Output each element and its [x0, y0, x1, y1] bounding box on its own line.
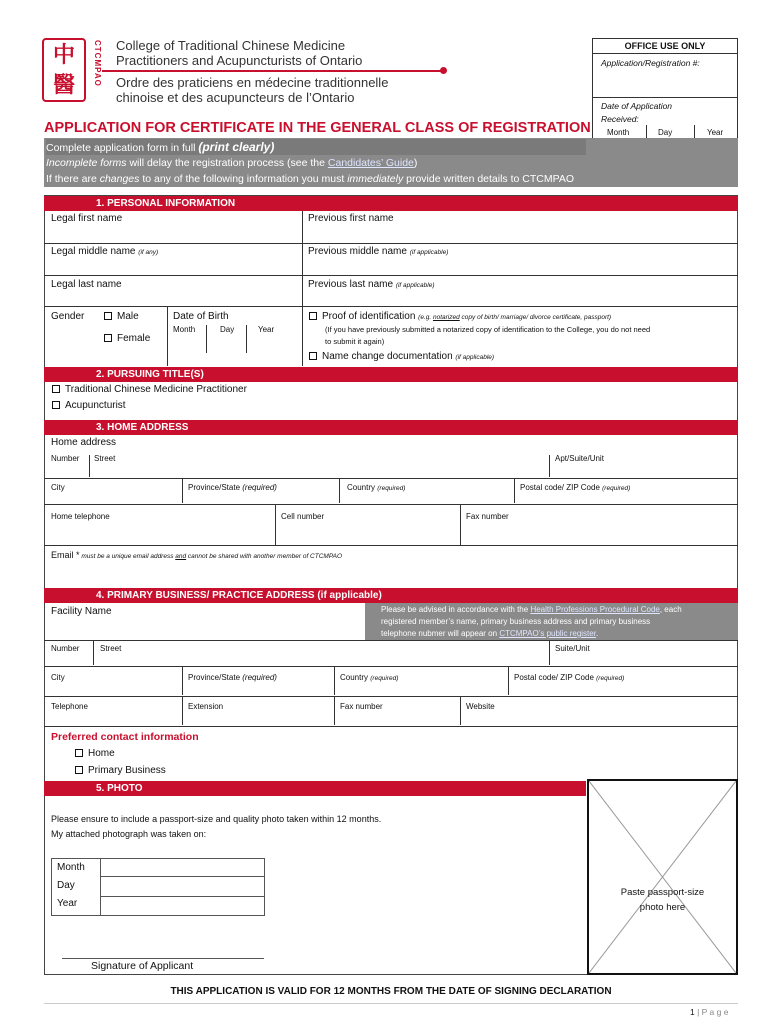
name-change-checkbox[interactable]: Name change documentation (if applicable): [309, 351, 494, 362]
notice-line3: If there are changes to any of the following information you must immediately provide written details to CTCMPAO: [46, 173, 574, 185]
procedural-code-link[interactable]: Health Professions Procedural Code: [530, 605, 660, 614]
home-city-field[interactable]: City: [51, 483, 65, 492]
home-address-label: Home address: [51, 437, 117, 448]
dob-year[interactable]: Year: [258, 325, 275, 334]
business-province-field[interactable]: Province/State (required): [188, 673, 277, 682]
checkbox-icon: [309, 352, 317, 360]
office-use-box: [592, 38, 738, 152]
section5-header: 5. PHOTO: [44, 781, 586, 796]
photo-paste-text-1: Paste passport-size: [620, 887, 705, 898]
legal-middle-name-field[interactable]: Legal middle name (if any): [51, 246, 159, 257]
photo-instruction: Please ensure to include a passport-size and quality photo taken within 12 months.: [51, 814, 382, 824]
business-fax-field[interactable]: Fax number: [340, 702, 383, 711]
checkbox-icon: [309, 312, 317, 320]
photo-month-input[interactable]: [100, 858, 265, 877]
logo-divider-dot: [440, 67, 447, 74]
logo: [42, 38, 422, 106]
preferred-home-checkbox[interactable]: Home: [75, 748, 115, 759]
form-title: APPLICATION FOR CERTIFICATE IN THE GENERAL CLASS OF REGISTRATION: [44, 120, 591, 136]
proof-note-2: to submit it again): [325, 337, 385, 346]
legal-last-name-field[interactable]: Legal last name: [51, 279, 122, 290]
signature-label: Signature of Applicant: [91, 960, 194, 972]
public-register-link[interactable]: CTCMPAO’s public register: [499, 629, 596, 638]
logo-en-line1: College of Traditional Chinese Medicine: [116, 38, 346, 53]
notice-line1: Complete application form in full (print clearly): [46, 140, 275, 154]
section3-header: 3. HOME ADDRESS: [44, 420, 738, 435]
page-number: 1 | P a g e: [690, 1007, 729, 1017]
previous-last-name-field[interactable]: Previous last name (if applicable): [308, 279, 435, 290]
logo-en-line2: Practitioners and Acupuncturists of Ontario: [116, 53, 363, 68]
checkbox-icon: [75, 766, 83, 774]
photo-year-label: Year: [57, 898, 78, 909]
gender-male-checkbox[interactable]: Male: [104, 311, 139, 322]
photo-placeholder-icon: [589, 781, 736, 973]
public-register-notice: Please be advised in accordance with the Health Professions Procedural Code, each registered member’s name, primary business address and primary business telephone nubmer will appear on CTCMPAO’s public register.: [365, 603, 738, 640]
business-country-field[interactable]: Country (required): [340, 673, 399, 682]
cell-number-field[interactable]: Cell number: [281, 512, 325, 521]
dob-label: Date of Birth: [173, 311, 229, 322]
office-app-reg: Application/Registration #:: [601, 58, 700, 68]
checkbox-icon: [75, 749, 83, 757]
section4-header: 4. PRIMARY BUSINESS/ PRACTICE ADDRESS (if applicable): [44, 588, 738, 603]
photo-day-input[interactable]: [100, 877, 265, 897]
title-acupuncturist-checkbox[interactable]: Acupuncturist: [52, 400, 126, 411]
business-city-field[interactable]: City: [51, 673, 65, 682]
candidates-guide-link[interactable]: Candidates’ Guide: [327, 157, 414, 169]
office-year: Year: [707, 128, 724, 137]
section2-header: 2. PURSUING TITLE(S): [44, 367, 738, 382]
home-country-field[interactable]: Country (required): [347, 483, 406, 492]
photo-year-input[interactable]: [100, 897, 265, 916]
business-suite-field[interactable]: Suite/Unit: [555, 644, 590, 653]
gender-female-checkbox[interactable]: Female: [104, 333, 150, 344]
business-extension-field[interactable]: Extension: [188, 702, 224, 711]
previous-middle-name-field[interactable]: Previous middle name (if applicable): [308, 246, 449, 257]
preferred-business-checkbox[interactable]: Primary Business: [75, 765, 166, 776]
home-number-field[interactable]: Number: [51, 454, 80, 463]
logo-seal: 中醫: [42, 38, 86, 102]
office-day: Day: [658, 128, 673, 137]
home-apt-field[interactable]: Apt/Suite/Unit: [555, 454, 604, 463]
home-telephone-field[interactable]: Home telephone: [51, 512, 110, 521]
checkbox-icon: [52, 385, 60, 393]
email-field[interactable]: Email * must be a unique email address and cannot be shared with another member of CTCMPAO: [51, 550, 343, 560]
business-website-field[interactable]: Website: [466, 702, 495, 711]
dob-day[interactable]: Day: [220, 325, 235, 334]
title-tcm-practitioner-checkbox[interactable]: Traditional Chinese Medicine Practitioner: [52, 384, 247, 395]
proof-id-checkbox[interactable]: Proof of identification (e.g. notarized copy of birth/ marriage/ divorce certificate, passport): [309, 311, 611, 322]
business-telephone-field[interactable]: Telephone: [51, 702, 88, 711]
section1-header: 1. PERSONAL INFORMATION: [44, 196, 738, 211]
preferred-contact-label: Preferred contact information: [51, 731, 199, 743]
photo-paste-box[interactable]: [587, 779, 738, 975]
legal-first-name-field[interactable]: Legal first name: [51, 213, 123, 224]
photo-day-label: Day: [57, 880, 75, 891]
checkbox-icon: [104, 334, 112, 342]
business-street-field[interactable]: Street: [100, 644, 122, 653]
logo-divider: [102, 70, 444, 72]
facility-name-field[interactable]: Facility Name: [51, 606, 112, 617]
validity-statement: THIS APPLICATION IS VALID FOR 12 MONTHS FROM THE DATE OF SIGNING DECLARATION: [170, 986, 612, 997]
photo-paste-text-2: photo here: [639, 902, 686, 913]
office-title: OFFICE USE ONLY: [624, 41, 706, 51]
previous-first-name-field[interactable]: Previous first name: [308, 213, 394, 224]
office-date-received: Date of Application: [601, 101, 673, 111]
checkbox-icon: [104, 312, 112, 320]
home-street-field[interactable]: Street: [94, 454, 116, 463]
logo-fr-line2: chinoise et des acupuncteurs de l’Ontario: [116, 90, 355, 105]
logo-fr-line1: Ordre des praticiens en médecine traditionnelle: [116, 75, 389, 90]
office-month: Month: [607, 128, 630, 137]
home-postal-field[interactable]: Postal code/ ZIP Code (required): [520, 483, 631, 492]
photo-taken-on: My attached photograph was taken on:: [51, 829, 207, 839]
dob-month[interactable]: Month: [173, 325, 196, 334]
checkbox-icon: [52, 401, 60, 409]
home-fax-field[interactable]: Fax number: [466, 512, 509, 521]
business-number-field[interactable]: Number: [51, 644, 80, 653]
home-province-field[interactable]: Province/State (required): [188, 483, 277, 492]
gender-label: Gender: [51, 311, 85, 322]
notice-line2: Incomplete forms will delay the registration process (see the Candidates’ Guide): [46, 157, 418, 169]
photo-month-label: Month: [57, 862, 85, 873]
office-received: Received:: [601, 114, 639, 124]
signature-line[interactable]: [62, 958, 264, 959]
logo-vertical-text: CTCMPAO: [93, 40, 102, 87]
photo-date-frame: [51, 858, 101, 916]
notice-bar: [44, 138, 738, 187]
proof-note-1: (If you have previously submitted a notarized copy of identification to the College, you do not need: [325, 325, 651, 334]
business-postal-field[interactable]: Postal code/ ZIP Code (required): [514, 673, 625, 682]
